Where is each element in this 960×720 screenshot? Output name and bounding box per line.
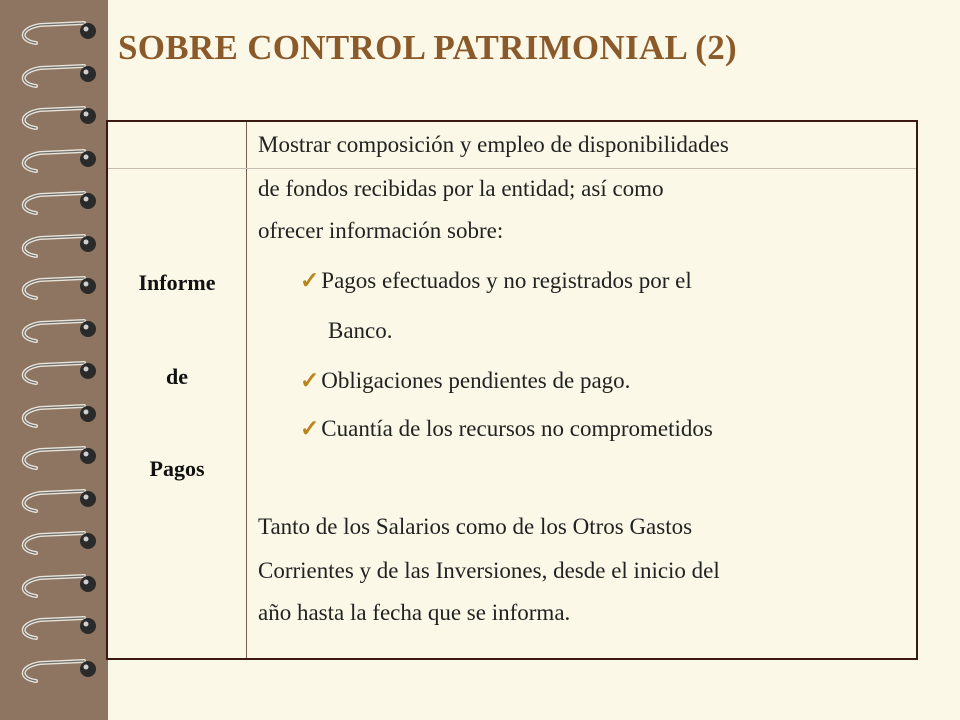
bullet-item-3 — [300, 416, 713, 442]
bullet-1-continuation: Banco. — [328, 318, 393, 343]
info-table — [106, 120, 918, 660]
page-title: SOBRE CONTROL PATRIMONIAL (2) — [118, 28, 737, 67]
binder-ring-icon — [6, 147, 106, 177]
binder-ring-icon — [6, 487, 106, 517]
binder-ring-icon — [6, 104, 106, 134]
binder-ring-icon — [6, 572, 106, 602]
binder-ring-icon — [6, 274, 106, 304]
binder-ring-icon — [6, 189, 106, 219]
footer-line-2: Corrientes y de las Inversiones, desde el inicio del — [258, 558, 720, 583]
bullet-3-text: Cuantía de los recursos no comprometidos — [321, 416, 713, 441]
footer-line-3: año hasta la fecha que se informa. — [258, 600, 571, 625]
binder-ring-icon — [6, 444, 106, 474]
bullet-item-2 — [300, 368, 630, 394]
binder-ring-icon — [6, 62, 106, 92]
bullet-2-text: Obligaciones pendientes de pago. — [321, 368, 631, 393]
binder-ring-icon — [6, 19, 106, 49]
binder-ring-icon — [6, 317, 106, 347]
row-label-cell — [108, 122, 246, 658]
binder-ring-icon — [6, 359, 106, 389]
intro-line-1: Mostrar composición y empleo de disponibilidades — [258, 132, 729, 157]
binder-ring-icon — [6, 657, 106, 687]
footer-line-1: Tanto de los Salarios como de los Otros Gastos — [258, 514, 693, 539]
intro-line-3: ofrecer información sobre: — [258, 218, 504, 243]
binder-ring-icon — [6, 614, 106, 644]
row-label-line-3: Pagos — [149, 456, 205, 481]
intro-line-2: de fondos recibidas por la entidad; así como — [258, 176, 664, 201]
bullet-1-text: Pagos efectuados y no registrados por el — [321, 268, 692, 293]
row-label-line-2: de — [166, 364, 188, 389]
binder-ring-icon — [6, 232, 106, 262]
row-label-line-1: Informe — [138, 270, 216, 295]
check-mark-icon: ✓ — [300, 368, 320, 393]
check-mark-icon: ✓ — [300, 416, 320, 441]
column-divider — [246, 122, 247, 658]
bullet-item-1 — [300, 268, 692, 294]
binder-ring-icon — [6, 402, 106, 432]
check-mark-icon: ✓ — [300, 268, 320, 293]
binder-ring-icon — [6, 529, 106, 559]
